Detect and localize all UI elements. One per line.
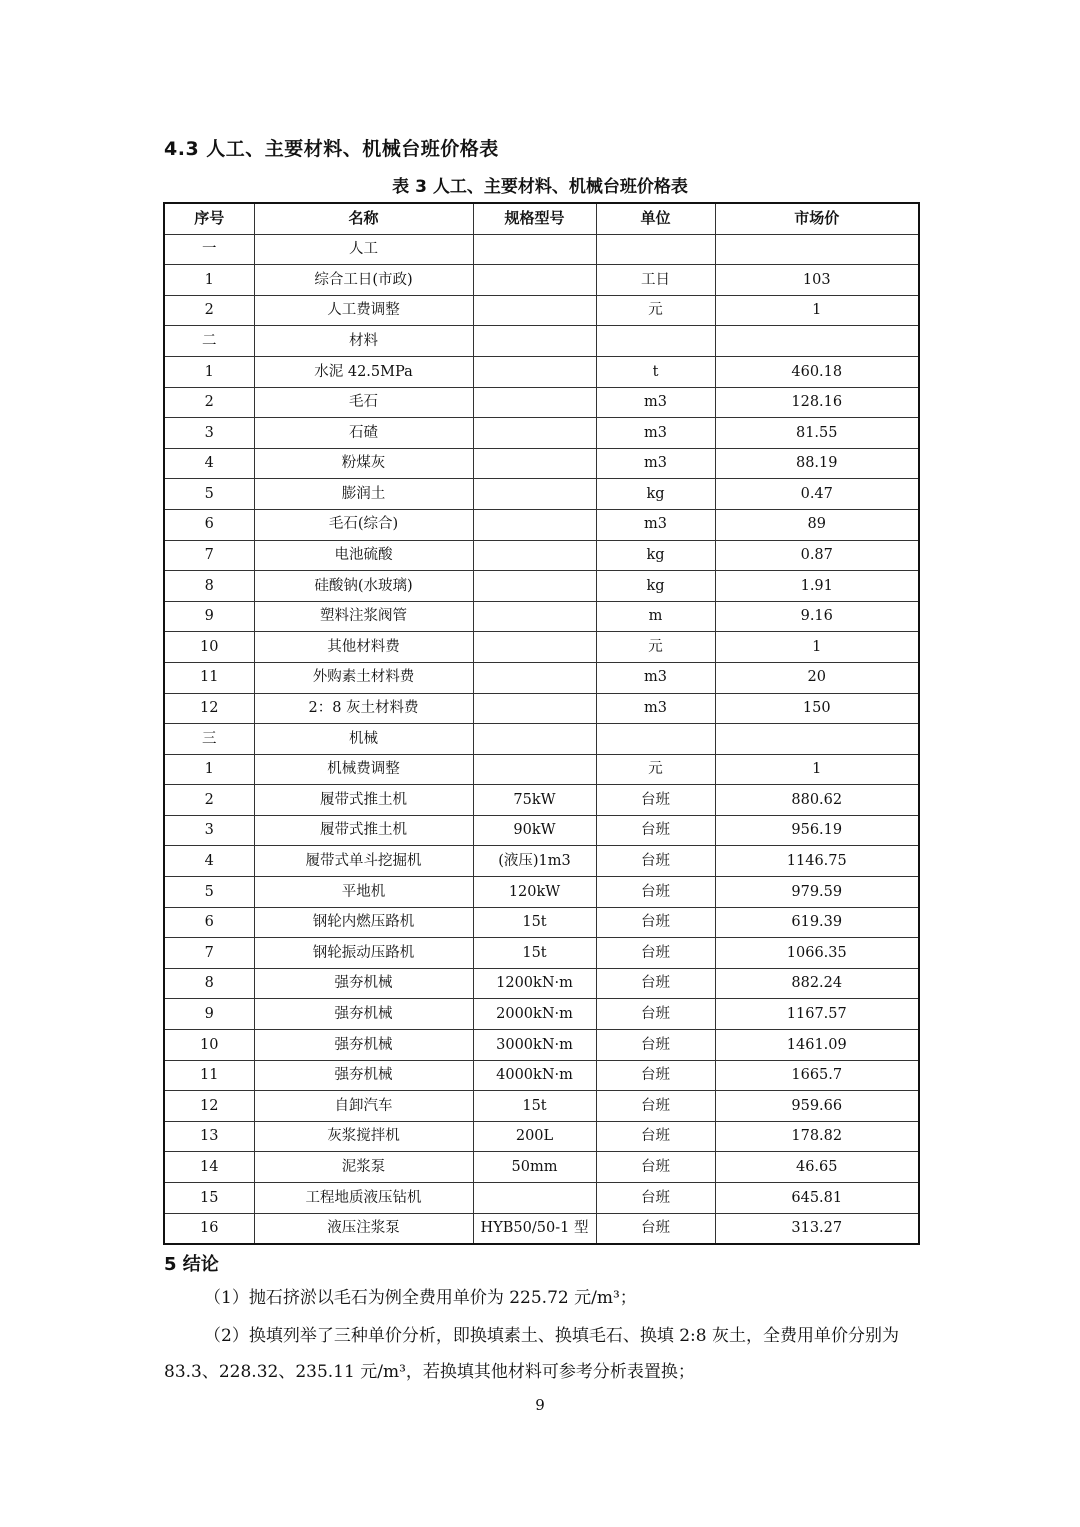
cell-index: 9 bbox=[164, 601, 254, 632]
cell-name: 水泥 42.5MPa bbox=[254, 356, 473, 387]
cell-unit: t bbox=[596, 356, 715, 387]
cell-price: 1665.7 bbox=[715, 1060, 919, 1091]
cell-spec bbox=[473, 418, 596, 449]
cell-price: 1146.75 bbox=[715, 846, 919, 877]
cell-name: 履带式推土机 bbox=[254, 785, 473, 816]
cell-index: 4 bbox=[164, 448, 254, 479]
cell-unit: kg bbox=[596, 540, 715, 571]
cell-name: 履带式单斗挖掘机 bbox=[254, 846, 473, 877]
cell-spec bbox=[473, 387, 596, 418]
cell-name: 强夯机械 bbox=[254, 968, 473, 999]
table-header-row bbox=[164, 203, 919, 234]
cell-spec bbox=[473, 754, 596, 785]
cell-spec: 15t bbox=[473, 938, 596, 969]
table-row bbox=[164, 1030, 919, 1061]
cell-index: 二 bbox=[164, 326, 254, 357]
cell-price: 313.27 bbox=[715, 1213, 919, 1244]
cell-unit bbox=[596, 234, 715, 265]
cell-index: 4 bbox=[164, 846, 254, 877]
header-cell-unit: 单位 bbox=[596, 203, 715, 234]
cell-name: 强夯机械 bbox=[254, 999, 473, 1030]
table-body bbox=[164, 234, 919, 1244]
table-row bbox=[164, 938, 919, 969]
cell-index: 3 bbox=[164, 418, 254, 449]
table-row bbox=[164, 1183, 919, 1214]
cell-price: 81.55 bbox=[715, 418, 919, 449]
cell-price bbox=[715, 326, 919, 357]
cell-spec bbox=[473, 479, 596, 510]
cell-price: 103 bbox=[715, 265, 919, 296]
cell-unit: 台班 bbox=[596, 1030, 715, 1061]
cell-price: 88.19 bbox=[715, 448, 919, 479]
table-row bbox=[164, 509, 919, 540]
cell-unit: 工日 bbox=[596, 265, 715, 296]
header-cell-index: 序号 bbox=[164, 203, 254, 234]
conclusion-heading: 5 结论 bbox=[164, 1254, 219, 1275]
cell-index: 6 bbox=[164, 907, 254, 938]
cell-name: 钢轮振动压路机 bbox=[254, 938, 473, 969]
cell-price: 1 bbox=[715, 295, 919, 326]
cell-unit: 台班 bbox=[596, 1121, 715, 1152]
cell-index: 1 bbox=[164, 265, 254, 296]
cell-price: 89 bbox=[715, 509, 919, 540]
cell-price: 645.81 bbox=[715, 1183, 919, 1214]
cell-index: 9 bbox=[164, 999, 254, 1030]
table-row bbox=[164, 601, 919, 632]
cell-spec: 200L bbox=[473, 1121, 596, 1152]
page-number: 9 bbox=[535, 1396, 545, 1414]
table-caption: 表 3 人工、主要材料、机械台班价格表 bbox=[392, 177, 688, 197]
table-row bbox=[164, 448, 919, 479]
cell-index: 6 bbox=[164, 509, 254, 540]
cell-unit: 台班 bbox=[596, 1152, 715, 1183]
header-cell-price: 市场价 bbox=[715, 203, 919, 234]
cell-price bbox=[715, 234, 919, 265]
cell-unit: kg bbox=[596, 571, 715, 602]
header-cell-name: 名称 bbox=[254, 203, 473, 234]
cell-spec bbox=[473, 693, 596, 724]
cell-unit: 台班 bbox=[596, 1091, 715, 1122]
cell-name: 毛石(综合) bbox=[254, 509, 473, 540]
table-row bbox=[164, 1213, 919, 1244]
cell-unit: 台班 bbox=[596, 938, 715, 969]
cell-name: 钢轮内燃压路机 bbox=[254, 907, 473, 938]
table-row bbox=[164, 754, 919, 785]
table-row bbox=[164, 326, 919, 357]
cell-index: 7 bbox=[164, 540, 254, 571]
table-row bbox=[164, 1121, 919, 1152]
cell-price: 1.91 bbox=[715, 571, 919, 602]
cell-price: 1167.57 bbox=[715, 999, 919, 1030]
cell-spec: 4000kN·m bbox=[473, 1060, 596, 1091]
cell-spec bbox=[473, 571, 596, 602]
cell-spec: 3000kN·m bbox=[473, 1030, 596, 1061]
cell-spec: 2000kN·m bbox=[473, 999, 596, 1030]
cell-price: 1461.09 bbox=[715, 1030, 919, 1061]
cell-unit: m3 bbox=[596, 509, 715, 540]
cell-index: 16 bbox=[164, 1213, 254, 1244]
cell-index: 11 bbox=[164, 1060, 254, 1091]
cell-unit: 台班 bbox=[596, 1213, 715, 1244]
cell-spec: HYB50/50-1 型 bbox=[473, 1213, 596, 1244]
header-cell-spec: 规格型号 bbox=[473, 203, 596, 234]
table-row bbox=[164, 418, 919, 449]
cell-index: 5 bbox=[164, 479, 254, 510]
cell-name: 机械 bbox=[254, 724, 473, 755]
cell-name: 综合工日(市政) bbox=[254, 265, 473, 296]
table-row bbox=[164, 785, 919, 816]
cell-name: 其他材料费 bbox=[254, 632, 473, 663]
cell-index: 11 bbox=[164, 662, 254, 693]
cell-unit: 台班 bbox=[596, 785, 715, 816]
cell-name: 人工费调整 bbox=[254, 295, 473, 326]
cell-price: 0.87 bbox=[715, 540, 919, 571]
cell-price: 1 bbox=[715, 632, 919, 663]
cell-price: 619.39 bbox=[715, 907, 919, 938]
cell-spec bbox=[473, 540, 596, 571]
cell-name: 毛石 bbox=[254, 387, 473, 418]
table-row bbox=[164, 907, 919, 938]
cell-spec bbox=[473, 601, 596, 632]
cell-spec: 1200kN·m bbox=[473, 968, 596, 999]
cell-index: 7 bbox=[164, 938, 254, 969]
table-row bbox=[164, 356, 919, 387]
cell-name: 强夯机械 bbox=[254, 1060, 473, 1091]
cell-price: 0.47 bbox=[715, 479, 919, 510]
cell-price: 150 bbox=[715, 693, 919, 724]
cell-price: 128.16 bbox=[715, 387, 919, 418]
cell-price: 882.24 bbox=[715, 968, 919, 999]
cell-index: 3 bbox=[164, 815, 254, 846]
cell-spec: 90kW bbox=[473, 815, 596, 846]
cell-name: 平地机 bbox=[254, 877, 473, 908]
section-heading: 4.3 人工、主要材料、机械台班价格表 bbox=[164, 138, 499, 160]
cell-price: 959.66 bbox=[715, 1091, 919, 1122]
conclusion-paragraph-1: （1）抛石挤淤以毛石为例全费用单价为 225.72 元/m³； bbox=[204, 1288, 637, 1308]
cell-unit: 台班 bbox=[596, 907, 715, 938]
table-row bbox=[164, 846, 919, 877]
cell-index: 2 bbox=[164, 785, 254, 816]
table-row bbox=[164, 632, 919, 663]
cell-index: 10 bbox=[164, 1030, 254, 1061]
table-row bbox=[164, 1091, 919, 1122]
cell-spec bbox=[473, 265, 596, 296]
cell-price: 979.59 bbox=[715, 877, 919, 908]
cell-unit bbox=[596, 724, 715, 755]
price-table bbox=[163, 202, 920, 1245]
cell-spec: 50mm bbox=[473, 1152, 596, 1183]
cell-unit: m bbox=[596, 601, 715, 632]
cell-unit: 台班 bbox=[596, 968, 715, 999]
cell-unit: 台班 bbox=[596, 846, 715, 877]
cell-spec bbox=[473, 662, 596, 693]
cell-unit: 台班 bbox=[596, 1183, 715, 1214]
cell-price: 1066.35 bbox=[715, 938, 919, 969]
cell-name: 塑料注浆阀管 bbox=[254, 601, 473, 632]
cell-index: 8 bbox=[164, 968, 254, 999]
cell-spec bbox=[473, 509, 596, 540]
table-row bbox=[164, 999, 919, 1030]
cell-spec: 15t bbox=[473, 907, 596, 938]
cell-unit bbox=[596, 326, 715, 357]
cell-name: 外购素土材料费 bbox=[254, 662, 473, 693]
cell-index: 10 bbox=[164, 632, 254, 663]
cell-index: 1 bbox=[164, 356, 254, 387]
cell-name: 石碴 bbox=[254, 418, 473, 449]
cell-spec: 120kW bbox=[473, 877, 596, 908]
cell-spec bbox=[473, 295, 596, 326]
cell-name: 液压注浆泵 bbox=[254, 1213, 473, 1244]
cell-index: 8 bbox=[164, 571, 254, 602]
table-row bbox=[164, 295, 919, 326]
cell-index: 1 bbox=[164, 754, 254, 785]
cell-spec: 15t bbox=[473, 1091, 596, 1122]
cell-name: 人工 bbox=[254, 234, 473, 265]
table-row bbox=[164, 1060, 919, 1091]
cell-spec bbox=[473, 724, 596, 755]
cell-price: 20 bbox=[715, 662, 919, 693]
cell-spec bbox=[473, 1183, 596, 1214]
table-row bbox=[164, 387, 919, 418]
cell-unit: 台班 bbox=[596, 999, 715, 1030]
cell-price bbox=[715, 724, 919, 755]
cell-name: 粉煤灰 bbox=[254, 448, 473, 479]
cell-name: 工程地质液压钻机 bbox=[254, 1183, 473, 1214]
cell-price: 880.62 bbox=[715, 785, 919, 816]
cell-spec bbox=[473, 632, 596, 663]
cell-price: 460.18 bbox=[715, 356, 919, 387]
cell-unit: m3 bbox=[596, 662, 715, 693]
cell-index: 2 bbox=[164, 387, 254, 418]
cell-spec bbox=[473, 356, 596, 387]
cell-unit: 台班 bbox=[596, 815, 715, 846]
cell-name: 泥浆泵 bbox=[254, 1152, 473, 1183]
cell-name: 材料 bbox=[254, 326, 473, 357]
cell-price: 9.16 bbox=[715, 601, 919, 632]
table-row bbox=[164, 571, 919, 602]
cell-unit: 元 bbox=[596, 295, 715, 326]
table-row bbox=[164, 540, 919, 571]
cell-name: 机械费调整 bbox=[254, 754, 473, 785]
cell-name: 膨润土 bbox=[254, 479, 473, 510]
cell-price: 956.19 bbox=[715, 815, 919, 846]
table-row bbox=[164, 693, 919, 724]
cell-unit: m3 bbox=[596, 693, 715, 724]
cell-index: 12 bbox=[164, 1091, 254, 1122]
cell-index: 13 bbox=[164, 1121, 254, 1152]
cell-price: 178.82 bbox=[715, 1121, 919, 1152]
table-row bbox=[164, 724, 919, 755]
table-row bbox=[164, 968, 919, 999]
cell-unit: 元 bbox=[596, 754, 715, 785]
cell-spec bbox=[473, 326, 596, 357]
table-row bbox=[164, 479, 919, 510]
cell-index: 14 bbox=[164, 1152, 254, 1183]
cell-index: 2 bbox=[164, 295, 254, 326]
table-row bbox=[164, 877, 919, 908]
cell-index: 三 bbox=[164, 724, 254, 755]
cell-name: 自卸汽车 bbox=[254, 1091, 473, 1122]
cell-spec: 75kW bbox=[473, 785, 596, 816]
cell-index: 5 bbox=[164, 877, 254, 908]
cell-name: 电池硫酸 bbox=[254, 540, 473, 571]
table-row bbox=[164, 265, 919, 296]
cell-unit: 台班 bbox=[596, 1060, 715, 1091]
conclusion-paragraph-2: （2）换填列举了三种单价分析，即换填素土、换填毛石、换填 2:8 灰土，全费用单价分别为 83.3、228.32、235.11 元/m³，若换填其他材料可参考分析表置换； bbox=[164, 1326, 899, 1382]
cell-price: 46.65 bbox=[715, 1152, 919, 1183]
cell-unit: kg bbox=[596, 479, 715, 510]
cell-spec bbox=[473, 448, 596, 479]
cell-unit: m3 bbox=[596, 418, 715, 449]
table-row bbox=[164, 662, 919, 693]
cell-unit: 台班 bbox=[596, 877, 715, 908]
cell-name: 强夯机械 bbox=[254, 1030, 473, 1061]
cell-unit: 元 bbox=[596, 632, 715, 663]
table-row bbox=[164, 234, 919, 265]
cell-spec bbox=[473, 234, 596, 265]
cell-name: 硅酸钠(水玻璃) bbox=[254, 571, 473, 602]
cell-index: 一 bbox=[164, 234, 254, 265]
cell-price: 1 bbox=[715, 754, 919, 785]
cell-spec: (液压)1m3 bbox=[473, 846, 596, 877]
cell-name: 履带式推土机 bbox=[254, 815, 473, 846]
cell-unit: m3 bbox=[596, 387, 715, 418]
cell-index: 12 bbox=[164, 693, 254, 724]
table-header bbox=[164, 203, 919, 234]
cell-index: 15 bbox=[164, 1183, 254, 1214]
cell-name: 灰浆搅拌机 bbox=[254, 1121, 473, 1152]
table-row bbox=[164, 1152, 919, 1183]
cell-unit: m3 bbox=[596, 448, 715, 479]
cell-name: 2：8 灰土材料费 bbox=[254, 693, 473, 724]
table-row bbox=[164, 815, 919, 846]
